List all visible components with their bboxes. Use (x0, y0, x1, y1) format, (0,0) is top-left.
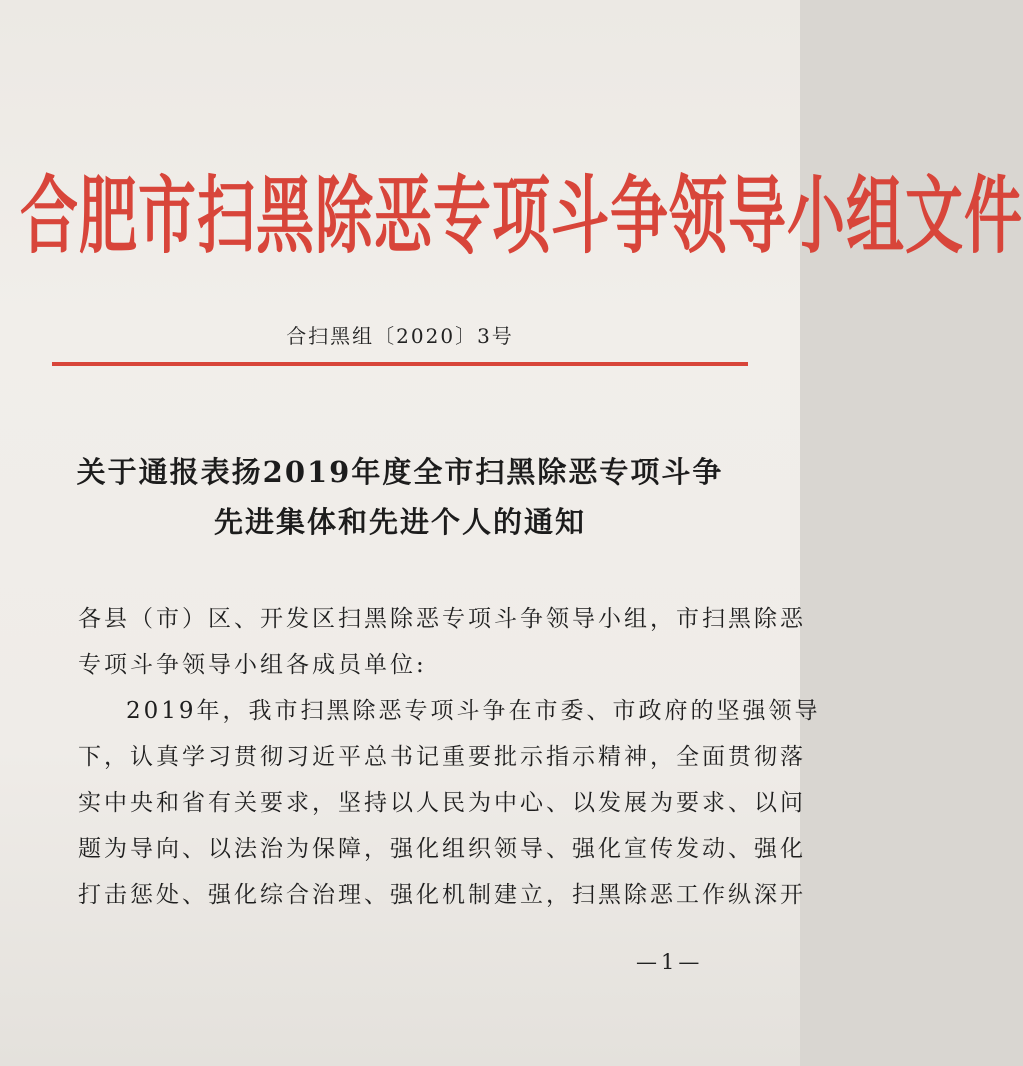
red-divider-line (52, 362, 748, 366)
notice-title-line-1: 关于通报表扬2019年度全市扫黑除恶专项斗争 (76, 455, 724, 489)
addressee-line-2: 专项斗争领导小组各成员单位: (78, 652, 427, 678)
paragraph-line-2: 下，认真学习贯彻习近平总书记重要批示指示精神，全面贯彻落 (78, 744, 806, 770)
paragraph-line-3: 实中央和省有关要求，坚持以人民为中心、以发展为要求、以问 (78, 790, 806, 816)
document-number: 合扫黑组〔2020〕3号 (286, 324, 514, 348)
document-header-title: 合肥市扫黑除恶专项斗争领导小组文件 (20, 166, 1023, 266)
notice-title-line-2: 先进集体和先进个人的通知 (213, 505, 586, 539)
addressee-line-1: 各县（市）区、开发区扫黑除恶专项斗争领导小组，市扫黑除恶 (78, 606, 806, 632)
paragraph-line-5: 打击惩处、强化综合治理、强化机制建立，扫黑除恶工作纵深开 (78, 882, 806, 908)
paragraph-line-1: 2019年，我市扫黑除恶专项斗争在市委、市政府的坚强领导 (126, 698, 821, 724)
page-number: —1— (636, 950, 704, 974)
paragraph-line-4: 题为导向、以法治为保障，强化组织领导、强化宣传发动、强化 (78, 836, 806, 862)
